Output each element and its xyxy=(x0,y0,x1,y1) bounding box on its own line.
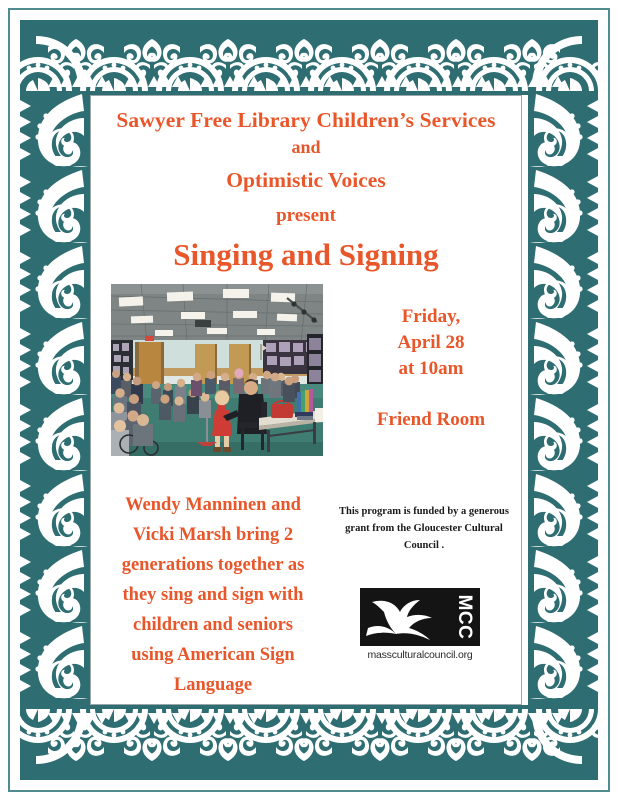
event-date: April 28 xyxy=(397,332,465,354)
funding-statement xyxy=(331,503,517,554)
event-time: at 10am xyxy=(398,358,464,380)
mcc-url-text: massculturalcouncil.org xyxy=(367,649,473,661)
content-panel xyxy=(90,95,522,705)
presenter-conjunction: and xyxy=(291,136,321,157)
description-line-7: Language xyxy=(173,674,253,695)
description-line-1: Wendy Manninen and xyxy=(125,495,301,515)
presenter-line-2: Optimistic Voices xyxy=(226,168,386,193)
funding-line-1: This program is funded by a generous xyxy=(339,506,509,517)
bottom-section xyxy=(91,481,522,705)
poster-title: Singing and Signing xyxy=(173,236,439,272)
svg-text:MCC: MCC xyxy=(453,594,475,640)
funding-line-2: grant from the Gloucester Cultural xyxy=(345,523,503,534)
event-photo xyxy=(111,284,323,456)
presenter-line-1: Sawyer Free Library Children’s Services xyxy=(116,108,496,132)
event-day: Friday, xyxy=(401,306,461,327)
mcc-logo-mark xyxy=(360,588,480,646)
event-datetime xyxy=(339,304,522,383)
description-line-5: children and seniors xyxy=(132,614,294,635)
funding-line-3: Council . xyxy=(403,540,445,551)
description-line-4: they sing and sign with xyxy=(122,584,304,605)
mass-cultural-council-logo xyxy=(353,588,487,661)
middle-section xyxy=(91,284,522,469)
description-line-6: using American Sign xyxy=(131,644,295,665)
description-line-2: Vicki Marsh bring 2 xyxy=(132,524,294,545)
present-word: present xyxy=(276,205,336,227)
program-description xyxy=(99,491,327,701)
description-line-3: generations together as xyxy=(121,554,305,575)
event-location: Friend Room xyxy=(376,409,486,430)
